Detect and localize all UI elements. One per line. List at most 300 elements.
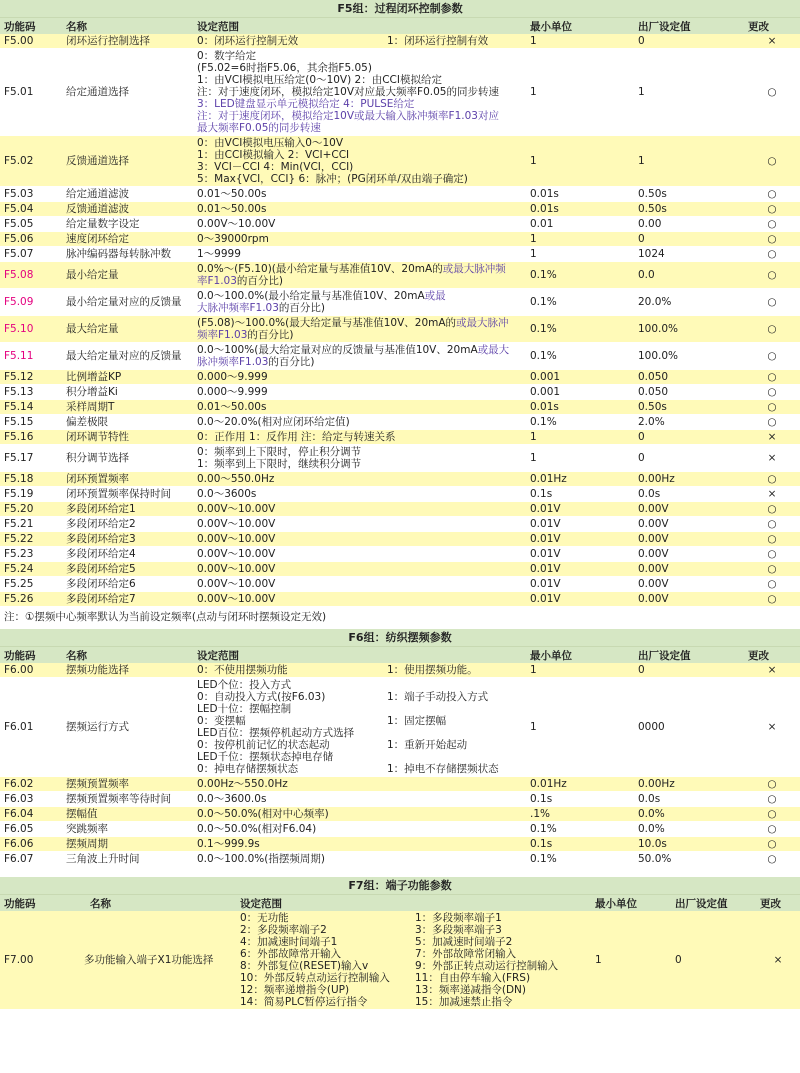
range-text-highlight: 率F1.03 xyxy=(197,275,237,287)
range-line: 1：频率到上下限时，继续积分调节 xyxy=(197,458,362,470)
row-change: ○ xyxy=(744,852,800,867)
table-row xyxy=(0,807,800,822)
row-range: 0.00V～10.00V xyxy=(193,502,526,517)
row-default: 0.00 xyxy=(634,217,744,232)
row-default: 50.0% xyxy=(634,852,744,867)
row-default: 0.0 xyxy=(634,262,744,289)
row-default: 0.050 xyxy=(634,385,744,400)
range-text: 的百分比) xyxy=(278,302,326,314)
table-row xyxy=(0,911,800,1010)
range-text-highlight: 或最 xyxy=(424,290,446,302)
row-change: ○ xyxy=(744,577,800,592)
row-name: 多段闭环给定4 xyxy=(62,547,193,562)
row-range xyxy=(193,445,526,472)
table-row xyxy=(0,852,800,867)
row-unit: 1 xyxy=(526,49,634,136)
row-range xyxy=(193,49,526,136)
row-change: ○ xyxy=(744,316,800,343)
row-range: 0.0～20.0%(相对应闭环给定值) xyxy=(193,415,526,430)
table-row xyxy=(0,415,800,430)
table-row xyxy=(0,49,800,136)
range-option: 7：外部故障常闭输入 xyxy=(415,948,517,960)
row-range: 0.01～50.00s xyxy=(193,400,526,415)
row-default: 0.00V xyxy=(634,577,744,592)
range-option: 1：端子手动投入方式 xyxy=(387,691,489,703)
row-change: ○ xyxy=(744,262,800,289)
header-default: 出厂设定值 xyxy=(671,895,756,911)
row-unit: 0.01s xyxy=(526,400,634,415)
row-code: F5.05 xyxy=(0,217,62,232)
row-default: 0.0% xyxy=(634,822,744,837)
row-name: 最小给定量 xyxy=(62,262,193,289)
range-option: 1：重新开始起动 xyxy=(387,739,468,751)
range-line: LED个位：投入方式 xyxy=(197,679,292,691)
row-code: F5.10 xyxy=(0,316,62,343)
row-unit: 0.01Hz xyxy=(526,472,634,487)
row-default: 10.0s xyxy=(634,837,744,852)
row-range xyxy=(193,289,526,316)
table-row xyxy=(0,663,800,678)
row-name: 闭环运行控制选择 xyxy=(62,34,193,49)
row-unit: 0.01s xyxy=(526,202,634,217)
row-name: 三角波上升时间 xyxy=(62,852,193,867)
row-range xyxy=(193,663,526,678)
row-unit: 0.01V xyxy=(526,532,634,547)
row-range: 0.00V～10.00V xyxy=(193,217,526,232)
row-name: 采样周期T xyxy=(62,400,193,415)
range-option: 1：掉电不存储摆频状态 xyxy=(387,763,499,775)
header-change: 更改 xyxy=(756,895,800,911)
table-row xyxy=(0,577,800,592)
row-name: 多段闭环给定5 xyxy=(62,562,193,577)
row-change: × xyxy=(744,663,800,678)
range-line: 1：由CCI模拟输入 2：VCI+CCI xyxy=(197,149,350,161)
row-code: F5.02 xyxy=(0,136,62,187)
row-name: 最小给定量对应的反馈量 xyxy=(62,289,193,316)
header-unit: 最小单位 xyxy=(526,18,634,34)
row-default: 0.00V xyxy=(634,547,744,562)
table-row xyxy=(0,202,800,217)
range-line: 0：数字给定 xyxy=(197,50,257,62)
row-code: F5.01 xyxy=(0,49,62,136)
row-code: F5.03 xyxy=(0,187,62,202)
range-text: 0.0～100%(最大给定量对应的反馈量与基准值10V、20mA xyxy=(197,344,478,356)
row-code: F5.07 xyxy=(0,247,62,262)
table-row xyxy=(0,385,800,400)
row-code: F5.25 xyxy=(0,577,62,592)
range-line: 3：VCI－CCI 4：Min(VCI，CCI) xyxy=(197,161,354,173)
row-unit: .1% xyxy=(526,807,634,822)
row-name: 给定通道滤波 xyxy=(62,187,193,202)
row-default: 1 xyxy=(634,136,744,187)
row-range: 0.000～9.999 xyxy=(193,370,526,385)
row-default: 0.00Hz xyxy=(634,777,744,792)
row-unit: 0.01V xyxy=(526,547,634,562)
range-text: 的百分比) xyxy=(236,275,284,287)
range-option: 0：不使用摆频功能 xyxy=(197,664,288,676)
row-unit: 0.1% xyxy=(526,415,634,430)
row-unit: 1 xyxy=(526,34,634,49)
row-default: 0.50s xyxy=(634,400,744,415)
row-range: 0：正作用 1：反作用 注：给定与转速关系 xyxy=(193,430,526,445)
f6-title: F6组：纺织摆频参数 xyxy=(0,629,800,647)
row-name: 速度闭环给定 xyxy=(62,232,193,247)
row-change: ○ xyxy=(744,592,800,607)
range-option: 3：多段频率端子3 xyxy=(415,924,502,936)
row-range: 0.00V～10.00V xyxy=(193,562,526,577)
table-row xyxy=(0,430,800,445)
row-name: 摆频预置频率 xyxy=(62,777,193,792)
row-unit: 0.01V xyxy=(526,502,634,517)
header-default: 出厂设定值 xyxy=(634,647,744,663)
row-range: 0.00V～10.00V xyxy=(193,532,526,547)
range-text: 0.0～100.0%(最小给定量与基准值10V、20mA xyxy=(197,290,425,302)
table-row xyxy=(0,232,800,247)
table-row xyxy=(0,400,800,415)
row-unit: 0.01Hz xyxy=(526,777,634,792)
table-row xyxy=(0,289,800,316)
row-default: 0.50s xyxy=(634,187,744,202)
row-change: ○ xyxy=(744,792,800,807)
row-name: 摆频功能选择 xyxy=(62,663,193,678)
row-unit: 0.01V xyxy=(526,577,634,592)
range-option: 0：掉电存储摆频状态 xyxy=(197,763,299,775)
row-code: F5.04 xyxy=(0,202,62,217)
row-name: 多段闭环给定1 xyxy=(62,502,193,517)
range-option: 1：使用摆频功能。 xyxy=(387,664,478,676)
range-option: 0：自动投入方式(按F6.03) xyxy=(197,691,326,703)
row-unit: 1 xyxy=(526,430,634,445)
f6-body xyxy=(0,777,800,867)
row-code: F6.00 xyxy=(0,663,62,678)
row-change: × xyxy=(744,430,800,445)
row-change: ○ xyxy=(744,400,800,415)
table-row xyxy=(0,136,800,187)
table-row xyxy=(0,592,800,607)
range-text-highlight: 脉冲频率F1.03 xyxy=(197,356,269,368)
header-code: 功能码 xyxy=(0,647,62,663)
range-line: 注：对于速度闭环，模拟给定10V对应最大频率F0.05的同步转速 xyxy=(197,86,499,98)
table-row xyxy=(0,262,800,289)
range-line: 5：Max{VCI，CCI} 6：脉冲；(PG闭环单/双由端子确定) xyxy=(197,173,468,185)
row-change: ○ xyxy=(744,247,800,262)
range-text-highlight: 大脉冲频率F1.03 xyxy=(197,302,279,314)
row-change: ○ xyxy=(744,502,800,517)
row-name: 反馈通道选择 xyxy=(62,136,193,187)
row-default: 0.0s xyxy=(634,487,744,502)
range-text-highlight: 频率F1.03 xyxy=(197,329,248,341)
row-change: ○ xyxy=(744,547,800,562)
header-name: 名称 xyxy=(62,18,193,34)
row-code: F5.18 xyxy=(0,472,62,487)
row-code: F5.16 xyxy=(0,430,62,445)
range-line: 0：由VCI模拟电压输入0～10V xyxy=(197,137,344,149)
row-default: 0 xyxy=(634,430,744,445)
range-option: 11：自由停车输入(FRS) xyxy=(415,972,531,984)
row-unit: 0.1% xyxy=(526,316,634,343)
row-change: × xyxy=(756,911,800,1010)
row-range xyxy=(193,34,526,49)
range-option: 0：无功能 xyxy=(240,912,289,924)
range-option: 0：按停机前记忆的状态起动 xyxy=(197,739,330,751)
range-option: 9：外部正转点动运行控制输入 xyxy=(415,960,559,972)
row-default: 0.0% xyxy=(634,807,744,822)
row-default: 20.0% xyxy=(634,289,744,316)
row-unit: 0.01s xyxy=(526,187,634,202)
row-unit: 0.001 xyxy=(526,370,634,385)
row-default: 0 xyxy=(634,445,744,472)
range-option: 1：多段频率端子1 xyxy=(415,912,502,924)
row-default: 1 xyxy=(634,49,744,136)
row-range: 0.00～550.0Hz xyxy=(193,472,526,487)
row-default: 2.0% xyxy=(634,415,744,430)
row-code: F5.00 xyxy=(0,34,62,49)
row-range: 0.00V～10.00V xyxy=(193,547,526,562)
table-row xyxy=(0,532,800,547)
row-code: F5.11 xyxy=(0,343,62,370)
range-line: 1：由VCI模拟电压给定(0～10V) 2：由CCI模拟给定 xyxy=(197,74,442,86)
table-row xyxy=(0,822,800,837)
row-code: F6.07 xyxy=(0,852,62,867)
row-range: 0.0～3600.0s xyxy=(193,792,526,807)
range-text: (F5.08)～100.0%(最大给定量与基准值10V、20mA的 xyxy=(197,317,457,329)
range-option: 15：加减速禁止指令 xyxy=(415,996,513,1008)
header-range: 设定范围 xyxy=(236,895,591,911)
row-unit: 0.001 xyxy=(526,385,634,400)
row-default: 0.0s xyxy=(634,792,744,807)
row-unit: 0.1% xyxy=(526,822,634,837)
row-name: 最大给定量对应的反馈量 xyxy=(62,343,193,370)
range-option: 8：外部复位(RESET)输入v xyxy=(240,960,369,972)
row-default: 0.00V xyxy=(634,592,744,607)
table-row xyxy=(0,187,800,202)
row-default: 100.0% xyxy=(634,343,744,370)
f5-body xyxy=(0,34,800,607)
table-row xyxy=(0,562,800,577)
row-code: F5.24 xyxy=(0,562,62,577)
row-default: 0 xyxy=(634,663,744,678)
range-option: 1：固定摆幅 xyxy=(387,715,447,727)
row-name: 多段闭环给定6 xyxy=(62,577,193,592)
row-unit: 1 xyxy=(526,678,634,777)
table-row xyxy=(0,517,800,532)
f7-section xyxy=(0,877,800,1010)
row-range: 0.01～50.00s xyxy=(193,187,526,202)
table-row xyxy=(0,217,800,232)
range-line-highlight: 最大频率F0.05的同步转速 xyxy=(197,122,321,134)
row-range: 0.00V～10.00V xyxy=(193,577,526,592)
range-option: 1：闭环运行控制有效 xyxy=(387,35,489,47)
range-text: 的百分比) xyxy=(268,356,315,368)
row-unit: 0.1% xyxy=(526,262,634,289)
row-range xyxy=(193,343,526,370)
table-row xyxy=(0,777,800,792)
row-change: ○ xyxy=(744,289,800,316)
range-text-highlight: 或最大 xyxy=(477,344,510,356)
row-name: 闭环调节特性 xyxy=(62,430,193,445)
row-change: ○ xyxy=(744,370,800,385)
f7-table xyxy=(0,895,800,1010)
row-name: 闭环预置频率保持时间 xyxy=(62,487,193,502)
table-row xyxy=(0,792,800,807)
range-line: LED十位：摆幅控制 xyxy=(197,703,292,715)
row-change: ○ xyxy=(744,777,800,792)
row-range: 0.000～9.999 xyxy=(193,385,526,400)
row-change: ○ xyxy=(744,232,800,247)
f5-table xyxy=(0,18,800,607)
row-default: 0000 xyxy=(634,678,744,777)
header-code: 功能码 xyxy=(0,18,62,34)
range-line: LED百位：摆频停机起动方式选择 xyxy=(197,727,355,739)
row-code: F5.17 xyxy=(0,445,62,472)
row-name: 积分调节选择 xyxy=(62,445,193,472)
row-name: 偏差极限 xyxy=(62,415,193,430)
row-name: 多段闭环给定3 xyxy=(62,532,193,547)
row-name: 给定通道选择 xyxy=(62,49,193,136)
f5-title: F5组：过程闭环控制参数 xyxy=(0,0,800,18)
row-change: ○ xyxy=(744,562,800,577)
row-code: F6.04 xyxy=(0,807,62,822)
table-row xyxy=(0,316,800,343)
row-default: 0.00V xyxy=(634,562,744,577)
range-text: 的百分比) xyxy=(247,329,294,341)
row-default: 0.00V xyxy=(634,517,744,532)
row-unit: 0.1s xyxy=(526,792,634,807)
row-range: 0.01～50.00s xyxy=(193,202,526,217)
row-range: 0.00V～10.00V xyxy=(193,517,526,532)
row-default: 1024 xyxy=(634,247,744,262)
row-range: 0.0～50.0%(相对中心频率) xyxy=(193,807,526,822)
row-code: F5.14 xyxy=(0,400,62,415)
row-name: 积分增益Ki xyxy=(62,385,193,400)
row-change: ○ xyxy=(744,49,800,136)
row-default: 0.50s xyxy=(634,202,744,217)
row-unit: 1 xyxy=(526,136,634,187)
row-change: ○ xyxy=(744,837,800,852)
row-default: 100.0% xyxy=(634,316,744,343)
f6-table xyxy=(0,647,800,867)
row-name: 比例增益KP xyxy=(62,370,193,385)
row-unit: 1 xyxy=(526,663,634,678)
row-code: F5.12 xyxy=(0,370,62,385)
row-change: ○ xyxy=(744,217,800,232)
row-unit: 0.1s xyxy=(526,487,634,502)
row-range: 1～9999 xyxy=(193,247,526,262)
row-range: 0.0～3600s xyxy=(193,487,526,502)
row-code: F5.15 xyxy=(0,415,62,430)
row-code: F5.20 xyxy=(0,502,62,517)
row-code: F6.06 xyxy=(0,837,62,852)
range-option: 12：频率递增指令(UP) xyxy=(240,984,350,996)
row-code: F5.22 xyxy=(0,532,62,547)
table-row xyxy=(0,34,800,49)
row-unit: 1 xyxy=(526,247,634,262)
row-name: 摆频预置频率等待时间 xyxy=(62,792,193,807)
row-unit: 1 xyxy=(526,232,634,247)
range-text: 0.0%～(F5.10)(最小给定量与基准值10V、20mA的 xyxy=(197,263,443,275)
row-range: 0.00V～10.00V xyxy=(193,592,526,607)
row-unit: 0.1% xyxy=(526,289,634,316)
row-name: 摆幅值 xyxy=(62,807,193,822)
row-name: 反馈通道滤波 xyxy=(62,202,193,217)
row-change: ○ xyxy=(744,136,800,187)
row-unit: 0.01V xyxy=(526,562,634,577)
row-default: 0 xyxy=(634,34,744,49)
row-range xyxy=(193,262,526,289)
table-row xyxy=(0,370,800,385)
header-unit: 最小单位 xyxy=(526,647,634,663)
table-row xyxy=(0,487,800,502)
header-code: 功能码 xyxy=(0,895,80,911)
row-unit: 0.1% xyxy=(526,852,634,867)
row-change: ○ xyxy=(744,415,800,430)
row-code: F6.05 xyxy=(0,822,62,837)
range-option: 14：简易PLC暂停运行指令 xyxy=(240,996,368,1008)
table-row xyxy=(0,445,800,472)
header-range: 设定范围 xyxy=(193,18,526,34)
f6-section xyxy=(0,629,800,867)
range-line: (F5.02=6时指F5.06，其余指F5.05) xyxy=(197,62,372,74)
range-option: 13：频率递减指令(DN) xyxy=(415,984,526,996)
row-unit: 0.01 xyxy=(526,217,634,232)
row-code: F5.09 xyxy=(0,289,62,316)
row-name: 多段闭环给定7 xyxy=(62,592,193,607)
row-change: ○ xyxy=(744,807,800,822)
row-range: 0.00Hz～550.0Hz xyxy=(193,777,526,792)
row-name: 摆频周期 xyxy=(62,837,193,852)
header-range: 设定范围 xyxy=(193,647,526,663)
table-row xyxy=(0,247,800,262)
row-code: F6.02 xyxy=(0,777,62,792)
table-row xyxy=(0,678,800,777)
range-line: LED千位：摆频状态掉电存储 xyxy=(197,751,334,763)
row-code: F5.21 xyxy=(0,517,62,532)
row-change: ○ xyxy=(744,202,800,217)
row-code: F5.08 xyxy=(0,262,62,289)
row-range: 0.0～50.0%(相对F6.04) xyxy=(193,822,526,837)
row-unit: 0.1s xyxy=(526,837,634,852)
row-range xyxy=(193,136,526,187)
row-default: 0.00V xyxy=(634,532,744,547)
row-unit: 1 xyxy=(526,445,634,472)
range-option: 0：闭环运行控制无效 xyxy=(197,35,299,47)
row-name: 突跳频率 xyxy=(62,822,193,837)
range-option: 4：加减速时间端子1 xyxy=(240,936,338,948)
row-change: ○ xyxy=(744,822,800,837)
row-code: F5.06 xyxy=(0,232,62,247)
range-option: 2：多段频率端子2 xyxy=(240,924,327,936)
row-unit: 0.1% xyxy=(526,343,634,370)
row-change: ○ xyxy=(744,532,800,547)
range-text-highlight: 或最大脉冲 xyxy=(456,317,509,329)
range-option: 0：变摆幅 xyxy=(197,715,246,727)
row-name: 多功能输入端子X1功能选择 xyxy=(80,911,236,1010)
header-change: 更改 xyxy=(744,647,800,663)
row-default: 0.00Hz xyxy=(634,472,744,487)
row-change: × xyxy=(744,678,800,777)
row-name: 闭环预置频率 xyxy=(62,472,193,487)
row-change: ○ xyxy=(744,385,800,400)
table-row xyxy=(0,837,800,852)
table-row xyxy=(0,502,800,517)
row-change: × xyxy=(744,487,800,502)
table-row xyxy=(0,547,800,562)
row-range: 0.0～100.0%(指摆频周期) xyxy=(193,852,526,867)
header-change: 更改 xyxy=(744,18,800,34)
row-unit: 1 xyxy=(591,911,671,1010)
range-option: 6：外部故障常开输入 xyxy=(240,948,342,960)
range-line: 0：频率到上下限时，停止积分调节 xyxy=(197,446,362,458)
